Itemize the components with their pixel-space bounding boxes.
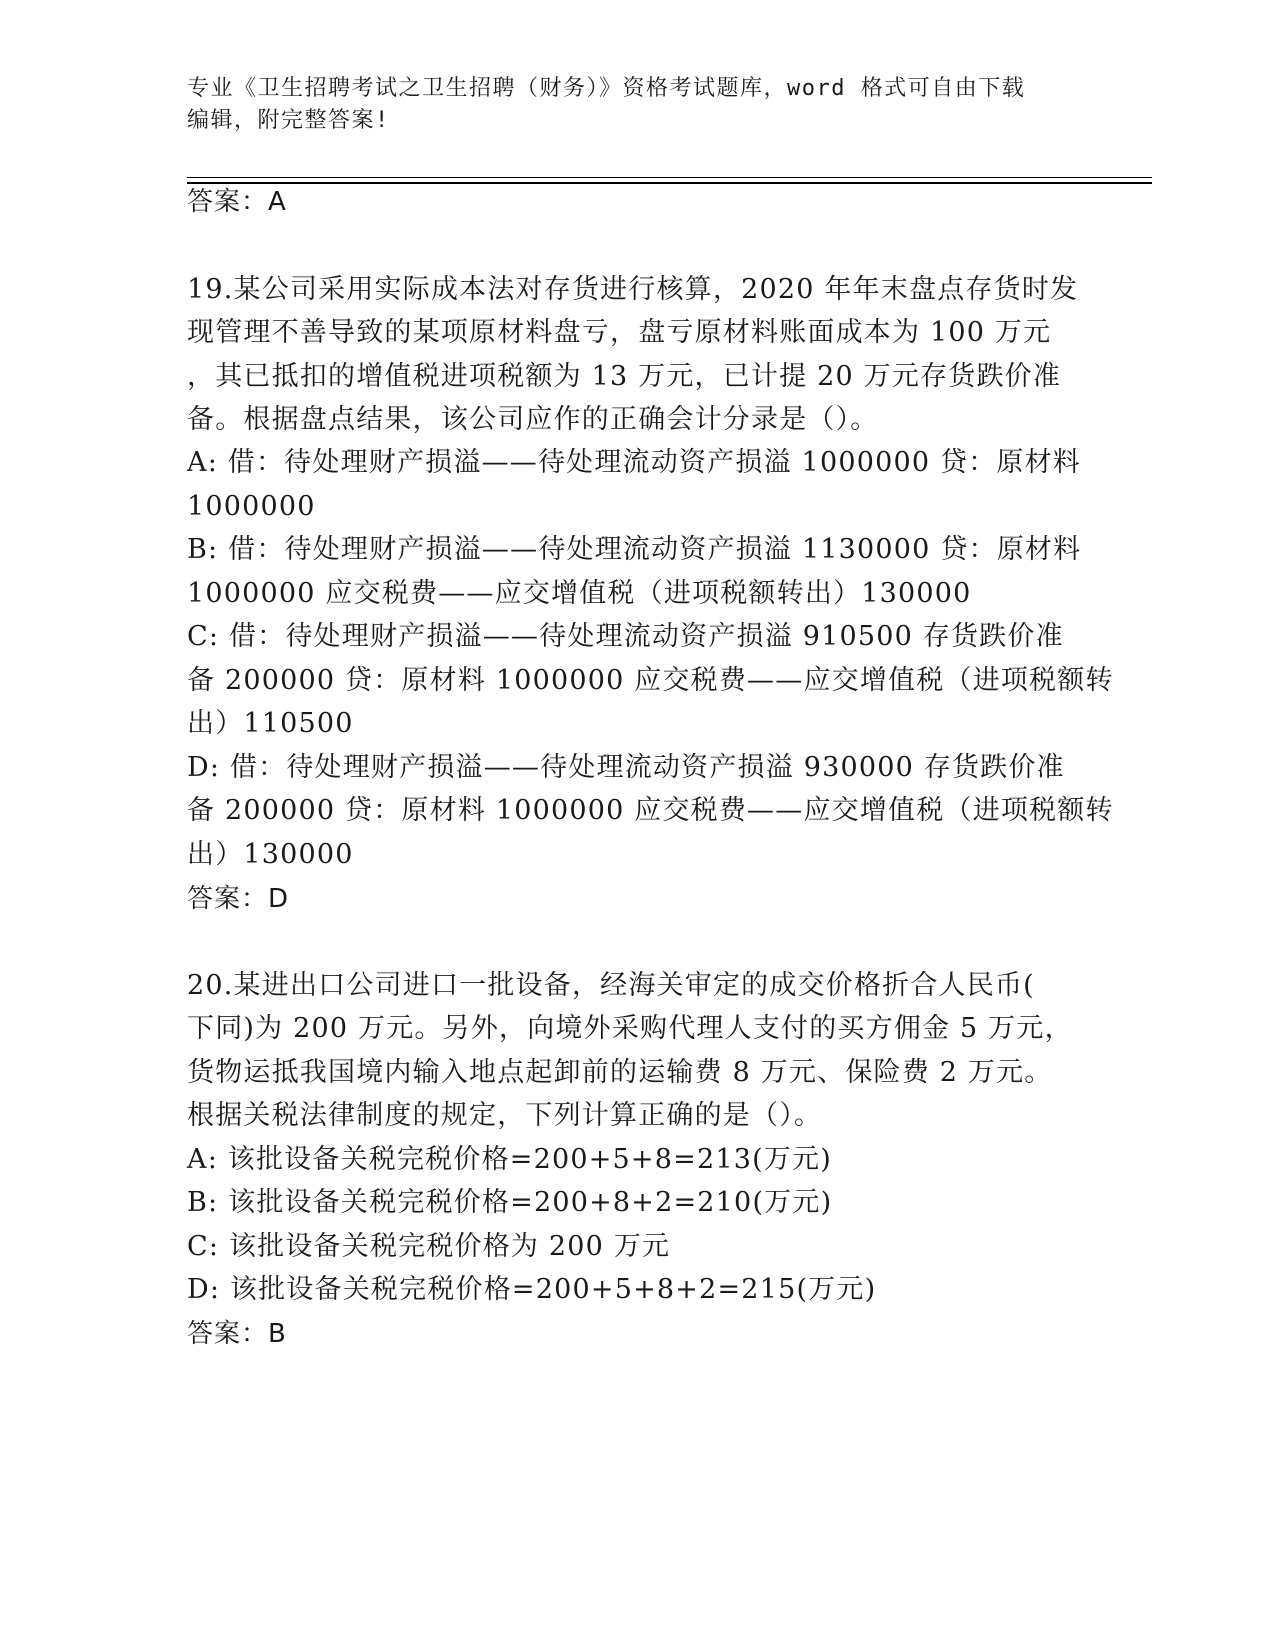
q20-answer: 答案：B bbox=[187, 1319, 287, 1349]
header-divider-thin bbox=[187, 177, 1152, 178]
q19-option-a-cont: 1000000 bbox=[187, 491, 316, 522]
q19-stem-line-1: 19.某公司采用实际成本法对存货进行核算，2020 年年末盘点存货时发 bbox=[187, 274, 1079, 305]
q20-option-d: D: 该批设备关税完税价格=200+5+8+2=215(万元) bbox=[187, 1274, 877, 1305]
q20-option-a: A: 该批设备关税完税价格=200+5+8=213(万元) bbox=[187, 1144, 832, 1175]
q19-option-b-cont: 1000000 应交税费——应交增值税（进项税额转出）130000 bbox=[187, 578, 972, 609]
q19-stem-line-2: 现管理不善导致的某项原材料盘亏，盘亏原材料账面成本为 100 万元 bbox=[187, 317, 1052, 348]
q19-option-d: D: 借：待处理财产损溢——待处理流动资产损溢 930000 存货跌价准 bbox=[187, 752, 1065, 783]
q19-option-c-cont-1: 备 200000 贷：原材料 1000000 应交税费——应交增值税（进项税额转 bbox=[187, 665, 1114, 696]
q19-option-d-cont-1: 备 200000 贷：原材料 1000000 应交税费——应交增值税（进项税额转 bbox=[187, 795, 1114, 826]
q20-option-b: B: 该批设备关税完税价格=200+8+2=210(万元) bbox=[187, 1187, 833, 1218]
q19-answer: 答案：D bbox=[187, 884, 290, 914]
q20-option-c: C: 该批设备关税完税价格为 200 万元 bbox=[187, 1231, 671, 1262]
q20-stem-line-1: 20.某进出口公司进口一批设备，经海关审定的成交价格折合人民币( bbox=[187, 970, 1035, 1001]
header-line-1: 专业《卫生招聘考试之卫生招聘（财务）》资格考试题库，word 格式可自由下载 bbox=[187, 76, 1026, 101]
previous-answer: 答案：A bbox=[187, 187, 287, 217]
q19-option-c: C: 借：待处理财产损溢——待处理流动资产损溢 910500 存货跌价准 bbox=[187, 621, 1064, 652]
q19-option-a: A: 借：待处理财产损溢——待处理流动资产损溢 1000000 贷：原材料 bbox=[187, 447, 1081, 478]
q20-stem-line-4: 根据关税法律制度的规定，下列计算正确的是（）。 bbox=[187, 1100, 823, 1131]
q20-stem-line-2: 下同)为 200 万元。另外，向境外采购代理人支付的买方佣金 5 万元， bbox=[187, 1013, 1073, 1044]
q19-option-d-cont-2: 出）130000 bbox=[187, 839, 354, 870]
q19-option-c-cont-2: 出）110500 bbox=[187, 708, 354, 739]
q19-stem-line-3: ，其已抵扣的增值税进项税额为 13 万元，已计提 20 万元存货跌价准 bbox=[187, 361, 1062, 392]
header-divider-thick bbox=[187, 182, 1152, 184]
q19-stem-line-4: 备。根据盘点结果，该公司应作的正确会计分录是（）。 bbox=[187, 404, 879, 435]
q19-option-b: B: 借：待处理财产损溢——待处理流动资产损溢 1130000 贷：原材料 bbox=[187, 534, 1082, 565]
q20-stem-line-3: 货物运抵我国境内输入地点起卸前的运输费 8 万元、保险费 2 万元。 bbox=[187, 1057, 1053, 1088]
document-header bbox=[187, 73, 1087, 137]
header-line-2: 编辑，附完整答案! bbox=[187, 108, 390, 133]
